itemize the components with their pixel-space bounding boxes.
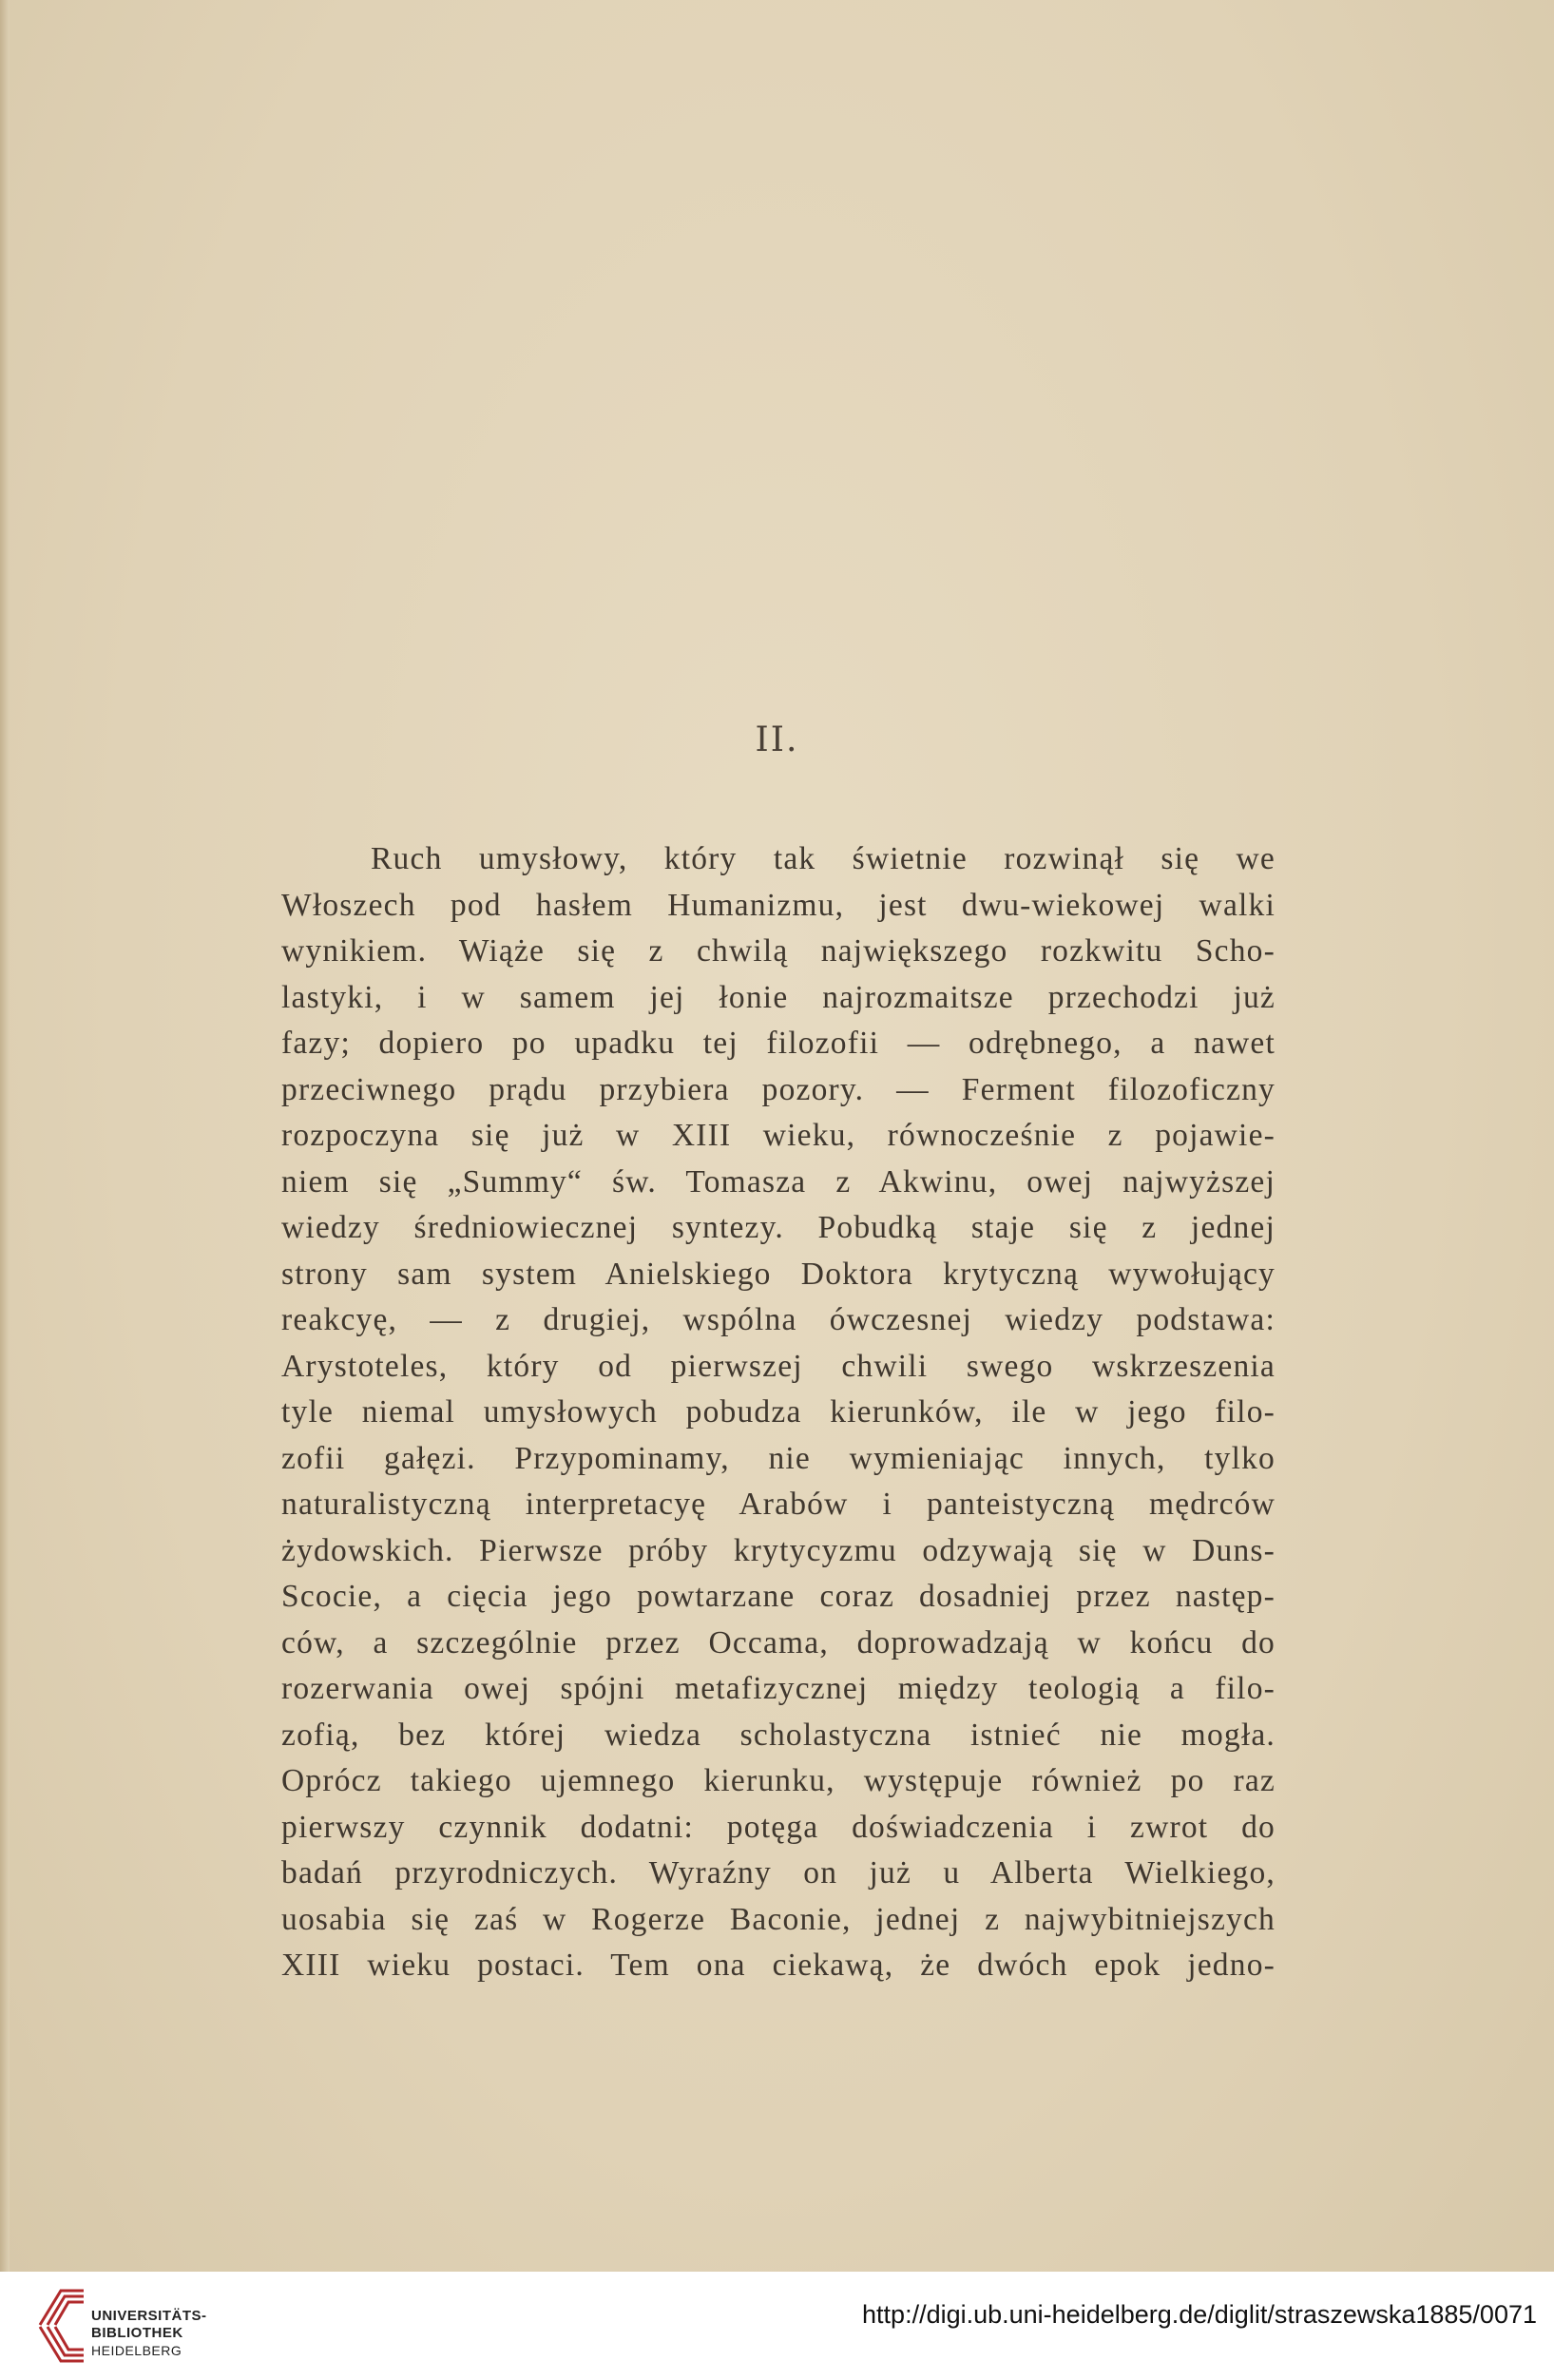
text-line: tyle niemal umysłowych pobudza kierunków, ile w jego filo- <box>281 1394 1276 1430</box>
text-line: rozerwania owej spójni metafizycznej między teologią a filo- <box>281 1671 1276 1706</box>
text-line: naturalistyczną interpretacyę Arabów i panteistyczną mędrców <box>281 1487 1276 1522</box>
body-text <box>281 836 1276 1989</box>
text-line: żydowskich. Pierwsze próby krytycyzmu odzywają się w Duns- <box>281 1532 1276 1568</box>
text-line: uosabia się zaś w Rogerze Baconie, jednej z najwybitniejszych <box>281 1901 1276 1937</box>
text-line: fazy; dopiero po upadku tej filozofii — odrębnego, a nawet <box>281 1026 1276 1061</box>
text-line: Włoszech pod hasłem Humanizmu, jest dwu-wiekowej walki <box>281 887 1276 923</box>
text-line: strony sam system Anielskiego Doktora krytyczną wywołujący <box>281 1256 1276 1292</box>
chapter-heading: II. <box>755 720 799 759</box>
library-logo-icon <box>36 2283 87 2367</box>
text-line: niem się „Summy“ św. Tomasza z Akwinu, owej najwyższej <box>281 1163 1276 1200</box>
text-line: Arystoteles, który od pierwszej chwili swego wskrzeszenia <box>281 1348 1276 1384</box>
text-line: zofii gałęzi. Przypominamy, nie wymieniając innych, tylko <box>281 1440 1276 1476</box>
text-line: wynikiem. Wiąże się z chwilą największego rozkwitu Scho- <box>281 933 1276 969</box>
text-line: Oprócz takiego ujemnego kierunku, występuje również po raz <box>281 1763 1276 1798</box>
library-footer <box>0 2272 1554 2380</box>
text-line: rozpoczyna się już w XIII wieku, równocześnie z pojawie- <box>281 1118 1276 1153</box>
page-edge-shadow <box>0 0 10 2272</box>
text-line: reakcyę, — z drugiej, wspólna ówczesnej wiedzy podstawa: <box>281 1302 1276 1337</box>
text-line: lastyki, i w samem jej łonie najrozmaitsze przechodzi już <box>281 979 1276 1015</box>
library-name <box>91 2308 207 2359</box>
text-line: zofią, bez której wiedza scholastyczna istnieć nie mogła. <box>281 1717 1276 1753</box>
library-name-line-1: UNIVERSITÄTS- <box>91 2308 207 2324</box>
text-line: Scocie, a cięcia jego powtarzane coraz dosadniej przez następ- <box>281 1579 1276 1614</box>
text-line: pierwszy czynnik dodatni: potęga doświadczenia i zwrot do <box>281 1809 1276 1845</box>
text-line: ców, a szczególnie przez Occama, doprowadzają w końcu do <box>281 1624 1276 1660</box>
permalink-url[interactable]: http://digi.ub.uni-heidelberg.de/diglit/straszewska1885/0071 <box>862 2300 1537 2329</box>
text-line: przeciwnego prądu przybiera pozory. — Ferment filozoficzny <box>281 1071 1276 1107</box>
library-name-line-3: HEIDELBERG <box>91 2343 182 2358</box>
library-name-line-2: BIBLIOTHEK <box>91 2325 183 2341</box>
text-line: wiedzy średniowiecznej syntezy. Pobudką staje się z jednej <box>281 1210 1276 1245</box>
text-line: badań przyrodniczych. Wyraźny on już u Alberta Wielkiego, <box>281 1855 1276 1891</box>
text-line: Ruch umysłowy, który tak świetnie rozwinął się we <box>371 841 1276 876</box>
text-line: XIII wieku postaci. Tem ona ciekawą, że dwóch epok jedno- <box>281 1948 1276 1983</box>
